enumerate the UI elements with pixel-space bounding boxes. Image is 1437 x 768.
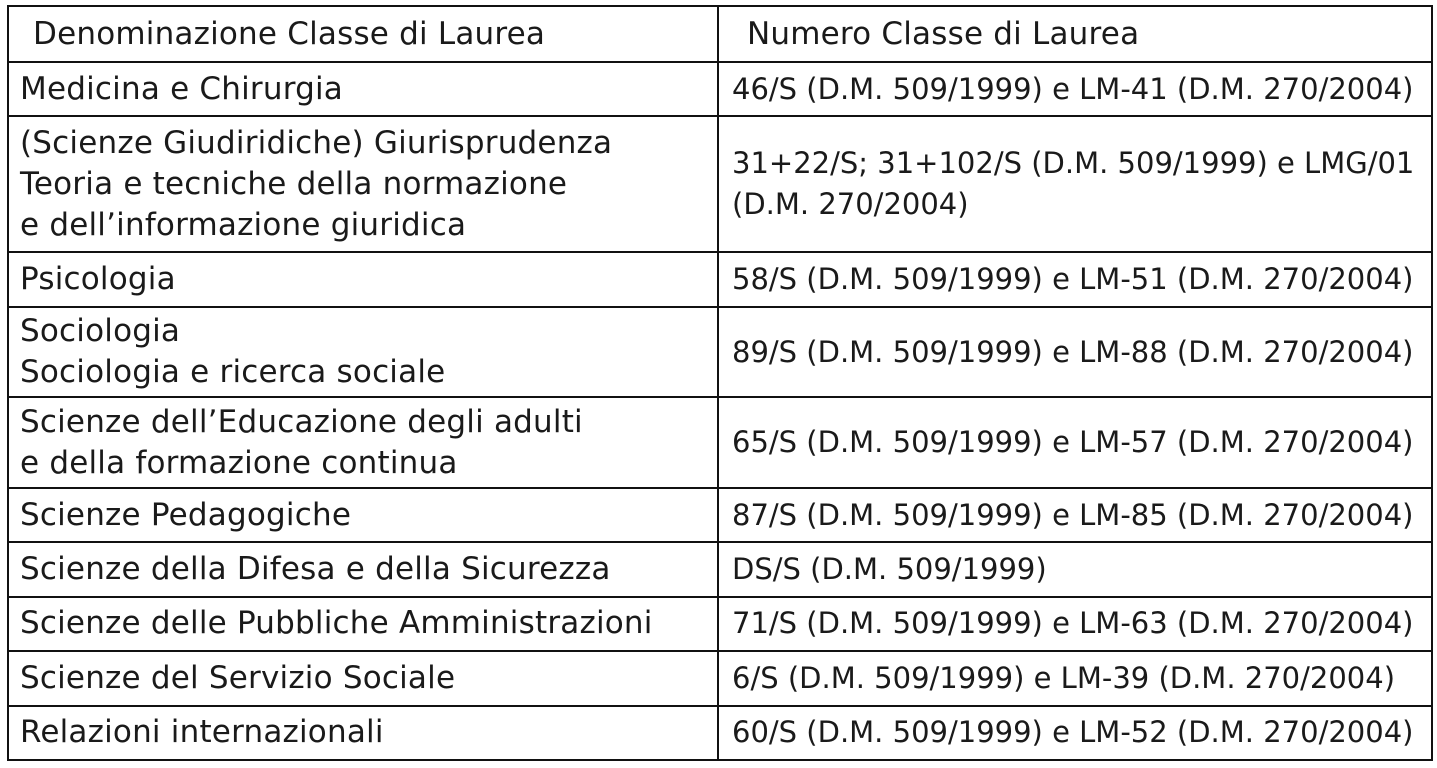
table-row — [8, 307, 1432, 398]
table-row — [8, 651, 1432, 705]
cell-line: Teoria e tecniche della normazione — [20, 165, 568, 202]
cell-line: 6/S (D.M. 509/1999) e LM-39 (D.M. 270/2004) — [732, 660, 1396, 695]
cell-line: 60/S (D.M. 509/1999) e LM-52 (D.M. 270/2004) — [732, 715, 1414, 750]
degree-classes-table — [7, 5, 1433, 761]
cell-line: Psicologia — [20, 261, 176, 298]
degree-number-cell — [718, 116, 1432, 252]
degree-name-cell — [8, 542, 718, 596]
degree-number-cell — [718, 307, 1432, 398]
degree-number-cell — [718, 252, 1432, 306]
cell-line: DS/S (D.M. 509/1999) — [732, 552, 1047, 587]
table-row — [8, 62, 1432, 116]
cell-line: 87/S (D.M. 509/1999) e LM-85 (D.M. 270/2004) — [732, 497, 1414, 532]
cell-line: 65/S (D.M. 509/1999) e LM-57 (D.M. 270/2004) — [732, 425, 1414, 460]
cell-line: 31+22/S; 31+102/S (D.M. 509/1999) e LMG/01 — [732, 146, 1415, 181]
degree-number-cell — [718, 62, 1432, 116]
degree-name-cell — [8, 307, 718, 398]
cell-line: e della formazione continua — [20, 444, 458, 481]
degree-name-cell — [8, 62, 718, 116]
table-row — [8, 397, 1432, 488]
cell-line: Sociologia e ricerca sociale — [20, 354, 446, 391]
degree-name-cell — [8, 651, 718, 705]
cell-line: Scienze della Difesa e della Sicurezza — [20, 551, 611, 588]
cell-line: 46/S (D.M. 509/1999) e LM-41 (D.M. 270/2004) — [732, 71, 1414, 106]
degree-number-cell — [718, 706, 1432, 761]
cell-line: (D.M. 270/2004) — [732, 187, 969, 222]
table-row — [8, 597, 1432, 651]
table-row — [8, 542, 1432, 596]
cell-line: 89/S (D.M. 509/1999) e LM-88 (D.M. 270/2004) — [732, 334, 1414, 369]
degree-number-cell — [718, 651, 1432, 705]
degree-number-cell — [718, 542, 1432, 596]
degree-number-cell — [718, 597, 1432, 651]
degree-number-cell — [718, 488, 1432, 542]
degree-name-cell — [8, 116, 718, 252]
degree-name-cell — [8, 706, 718, 761]
header-number: Numero Classe di Laurea — [718, 6, 1432, 62]
cell-line: Sociologia — [20, 313, 181, 350]
cell-line: Scienze delle Pubbliche Amministrazioni — [20, 605, 653, 642]
cell-line: 58/S (D.M. 509/1999) e LM-51 (D.M. 270/2004) — [732, 262, 1414, 297]
table-row — [8, 252, 1432, 306]
table-row — [8, 116, 1432, 252]
cell-line: Scienze del Servizio Sociale — [20, 659, 456, 696]
degree-name-cell — [8, 597, 718, 651]
header-name: Denominazione Classe di Laurea — [8, 6, 718, 62]
degree-name-cell — [8, 488, 718, 542]
degree-number-cell — [718, 397, 1432, 488]
degree-name-cell — [8, 397, 718, 488]
degree-name-cell — [8, 252, 718, 306]
cell-line: Scienze dell’Educazione degli adulti — [20, 403, 583, 440]
cell-line: Medicina e Chirurgia — [20, 70, 343, 107]
cell-line: (Scienze Giudiridiche) Giurisprudenza — [20, 124, 613, 161]
table-row — [8, 488, 1432, 542]
table-header-row — [8, 6, 1432, 62]
table-row — [8, 706, 1432, 761]
cell-line: Scienze Pedagogiche — [20, 496, 352, 533]
cell-line: e dell’informazione giuridica — [20, 206, 467, 243]
cell-line: Relazioni internazionali — [20, 714, 384, 751]
cell-line: 71/S (D.M. 509/1999) e LM-63 (D.M. 270/2004) — [732, 606, 1414, 641]
